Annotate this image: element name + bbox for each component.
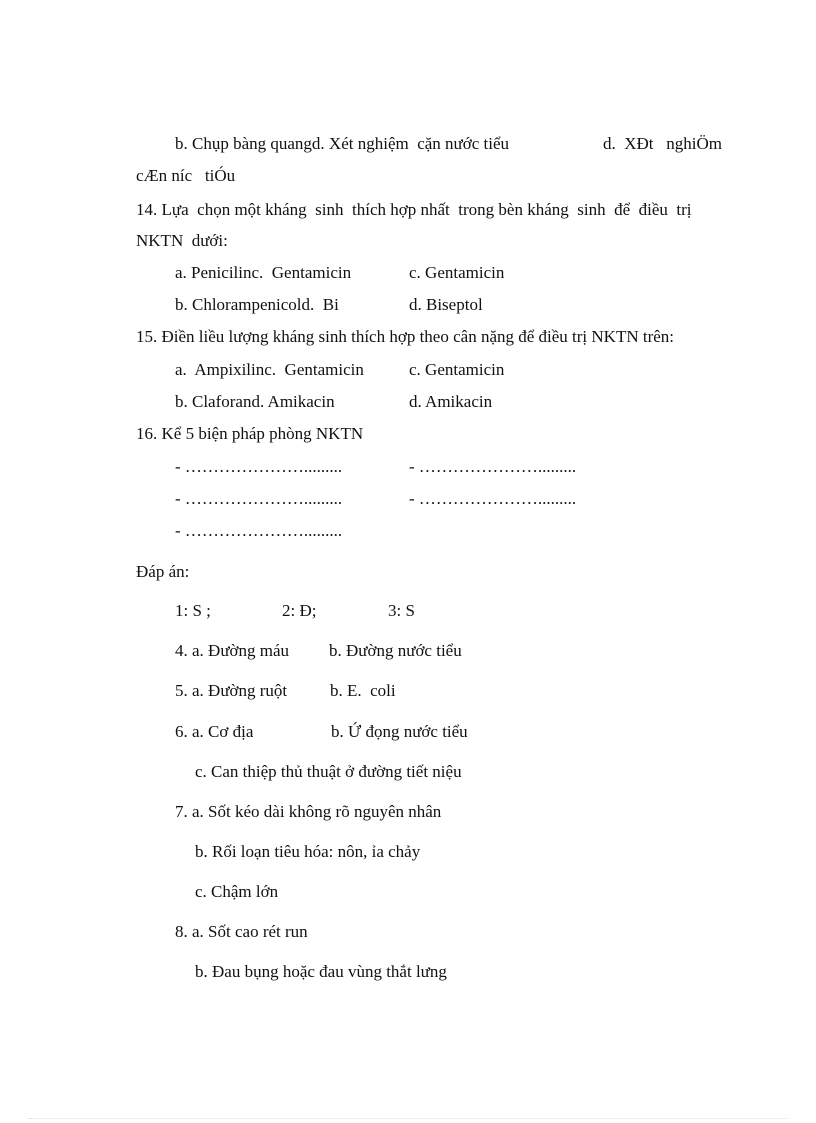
answer-8a: 8. a. Sốt cao rét run xyxy=(175,922,308,941)
answer-7b: b. Rối loạn tiêu hóa: nôn, ỉa chảy xyxy=(195,842,421,861)
q13-option-d-continued: cÆn níc tiÓu xyxy=(136,166,236,185)
answer-5a: 5. a. Đường ruột xyxy=(175,681,288,700)
answers-heading: Đáp án: xyxy=(136,562,190,581)
answer-3: 3: S xyxy=(388,601,415,620)
q16-blank-2: - …………………......... xyxy=(409,457,577,476)
q14-option-b: b. Chlorampenicold. Bi xyxy=(175,295,339,314)
answer-6b: b. Ứ đọng nước tiểu xyxy=(331,722,468,741)
q15-option-d: d. Amikacin xyxy=(409,392,493,411)
answer-4a: 4. a. Đường máu xyxy=(175,641,290,660)
q16-question: 16. Kể 5 biện pháp phòng NKTN xyxy=(136,424,364,443)
q14-option-a: a. Penicilinc. Gentamicin xyxy=(175,263,352,282)
q15-option-a: a. Ampixilinc. Gentamicin xyxy=(175,360,364,379)
q15-option-b: b. Claforand. Amikacin xyxy=(175,392,335,411)
q14-option-d: d. Biseptol xyxy=(409,295,483,314)
q14-question-line1: 14. Lựa chọn một kháng sinh thích hợp nhất trong bèn kháng sinh để điều trị xyxy=(136,200,692,219)
q13-option-b-d-text: b. Chụp bàng quangd. Xét nghiệm cặn nước tiểu xyxy=(175,134,510,153)
q15-question: 15. Điền liều lượng kháng sinh thích hợp theo cân nặng để điều trị NKTN trên: xyxy=(136,327,675,346)
answer-7c: c. Chậm lớn xyxy=(195,882,279,901)
answer-5b: b. E. coli xyxy=(330,681,396,700)
q16-blank-5: - …………………......... xyxy=(175,521,343,540)
q14-question-line2: NKTN dưới: xyxy=(136,231,228,250)
answer-1: 1: S ; xyxy=(175,601,211,620)
q16-blank-4: - …………………......... xyxy=(409,489,577,508)
q14-option-c: c. Gentamicin xyxy=(409,263,505,282)
q13-option-d-garbled: d. XÐt nghiÖm xyxy=(603,134,722,153)
q16-blank-3: - …………………......... xyxy=(175,489,343,508)
answer-7a: 7. a. Sốt kéo dài không rõ nguyên nhân xyxy=(175,802,442,821)
answer-6a: 6. a. Cơ địa xyxy=(175,722,254,741)
q15-option-c: c. Gentamicin xyxy=(409,360,505,379)
answer-2: 2: Đ; xyxy=(282,601,317,620)
answer-8b: b. Đau bụng hoặc đau vùng thắt lưng xyxy=(195,962,447,981)
answer-6c: c. Can thiệp thủ thuật ở đường tiết niệu xyxy=(195,762,462,781)
answer-4b: b. Đường nước tiểu xyxy=(329,641,462,660)
page-bottom-divider xyxy=(28,1118,788,1119)
q16-blank-1: - …………………......... xyxy=(175,457,343,476)
